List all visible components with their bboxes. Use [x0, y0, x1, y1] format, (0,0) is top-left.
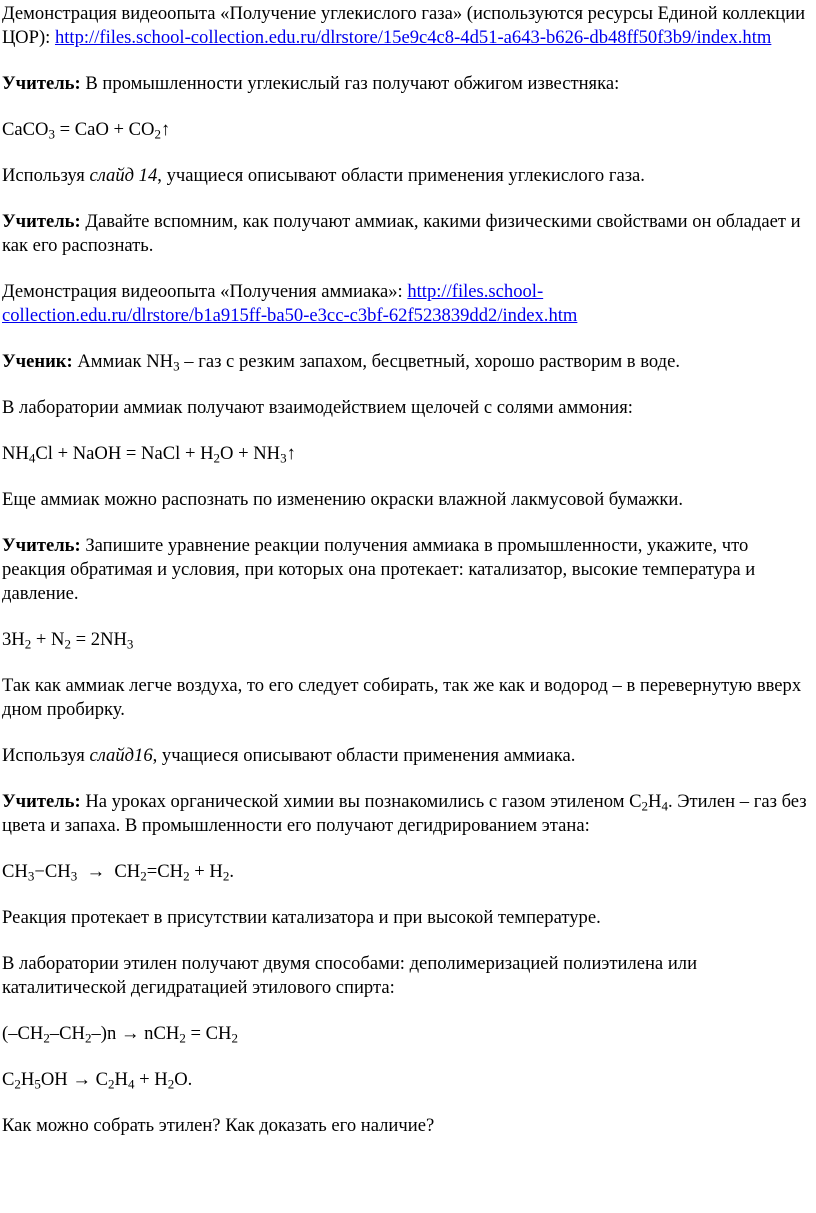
text-run: , учащиеся описывают области применения аммиака. [152, 745, 576, 766]
subscript: 2 [183, 868, 190, 884]
equation-caco3 [2, 118, 808, 142]
subscript: 4 [127, 1076, 135, 1092]
text-run: Демонстрация видеоопыта «Получение углекислого газа» (используются ресурсы Единой коллекции ЦОР): [2, 3, 806, 48]
text-run: CaCO [2, 119, 49, 140]
paragraph-student-ammonia [2, 350, 808, 374]
text-run: CH [2, 861, 28, 882]
text-run: . Этилен – газ без цвета и запаха. В промышленности его получают дегидрированием этана: [2, 791, 807, 836]
text-run: Используя [2, 745, 90, 766]
text-run: = 2NH [70, 629, 127, 650]
text-run: −CH [34, 861, 71, 882]
subscript: 3 [173, 358, 180, 374]
text-run: + N [31, 629, 65, 650]
text-run: ↑ [161, 119, 171, 140]
subscript: 4 [661, 798, 668, 814]
paragraph-reaction-conditions [2, 906, 808, 930]
text-run: + H [189, 861, 223, 882]
text-run: Аммиак NH [72, 351, 174, 372]
paragraph-teacher-ethylene [2, 790, 808, 838]
text-run: = CaO + CO [55, 119, 155, 140]
subscript: 3 [70, 868, 78, 884]
text-run: O. [174, 1069, 193, 1090]
text-run: Cl + NaOH = NaCl + H [35, 443, 214, 464]
subscript: 2 [24, 636, 32, 652]
text-run: . [229, 861, 234, 882]
text-run: 3H [2, 629, 25, 650]
subscript: 2 [108, 1076, 115, 1092]
text-run: = CH [185, 1023, 232, 1044]
subscript: 2 [213, 450, 221, 466]
paragraph-teacher-industry [2, 534, 808, 606]
text-run: Используя [2, 165, 90, 186]
paragraph-demo-co2 [2, 2, 808, 50]
subscript: 2 [179, 1030, 186, 1046]
subscript: 2 [140, 868, 147, 884]
subscript: 4 [28, 450, 36, 466]
text-run: ↑ [286, 443, 296, 464]
text-run: Демонстрация видеоопыта «Получения аммиака»: [2, 281, 408, 302]
speaker-label: Учитель: [2, 791, 81, 812]
text-run: C [2, 1069, 15, 1090]
text-run: , учащиеся описывают области применения углекислого газа. [157, 165, 645, 186]
text-run: В лаборатории аммиак получают взаимодействием щелочей с солями аммония: [2, 397, 633, 418]
text-run: – газ с резким запахом, бесцветный, хорошо растворим в воде. [179, 351, 680, 372]
subscript: 3 [48, 126, 55, 142]
subscript: 2 [43, 1030, 50, 1046]
text-run: → CH [77, 861, 141, 882]
text-run: В лаборатории этилен получают двумя способами: деполимеризацией полиэтилена или каталитической дегидратацией этилового спирта: [2, 953, 698, 998]
slide-reference: слайд16 [89, 745, 153, 766]
paragraph-lab-ethylene [2, 952, 808, 1000]
subscript: 3 [126, 636, 134, 652]
text-run: Реакция протекает в присутствии катализатора и при высокой температуре. [2, 907, 601, 928]
subscript: 2 [231, 1030, 238, 1046]
text-run: (–CH [2, 1023, 44, 1044]
subscript: 2 [222, 868, 230, 884]
paragraph-questions [2, 1114, 808, 1138]
subscript: 2 [154, 126, 161, 142]
link-ammonia-video[interactable]: http://files.school-collection.edu.ru/dlrstore/b1a915ff-ba50-e3cc-c3bf-62f523839dd2/index.htm [2, 281, 578, 326]
subscript: 3 [27, 868, 35, 884]
text-run: Запишите уравнение реакции получения аммиака в промышленности, укажите, что реакция обратимая и условия, при которых она протекает: катализатор, высокие температура и давление. [2, 535, 756, 604]
text-run: В промышленности углекислый газ получают обжигом известняка: [80, 73, 620, 94]
text-run: OH → C [40, 1069, 109, 1090]
equation-nh3-synthesis [2, 628, 808, 652]
paragraph-teacher-co2 [2, 72, 808, 96]
equation-nh4cl [2, 442, 808, 466]
paragraph-collect-ammonia [2, 674, 808, 722]
text-run: H [20, 1069, 35, 1090]
subscript: 2 [167, 1076, 175, 1092]
text-run: Давайте вспомним, как получают аммиак, какими физическими свойствами он обладает и как его распознать. [2, 211, 801, 256]
text-run: Еще аммиак можно распознать по изменению окраски влажной лакмусовой бумажки. [2, 489, 683, 510]
subscript: 2 [84, 1030, 92, 1046]
equation-depolymerization [2, 1022, 808, 1046]
equation-dehydration [2, 1068, 808, 1092]
paragraph-slide-14 [2, 164, 808, 188]
text-run: NH [2, 443, 29, 464]
subscript: 3 [280, 450, 287, 466]
speaker-label: Учитель: [2, 535, 81, 556]
paragraph-lab-ammonia [2, 396, 808, 420]
speaker-label: Учитель: [2, 211, 81, 232]
subscript: 2 [64, 636, 71, 652]
text-run: Так как аммиак легче воздуха, то его следует собирать, так же как и водород – в перевернутую вверх дном пробирку. [2, 675, 802, 720]
text-run: –CH [49, 1023, 85, 1044]
text-run: На уроках органической химии вы познакомились с газом этиленом C [80, 791, 642, 812]
text-run: –)n → nCH [91, 1023, 180, 1044]
text-run: H [114, 1069, 128, 1090]
text-run: Как можно собрать этилен? Как доказать его наличие? [2, 1115, 435, 1136]
paragraph-slide-16 [2, 744, 808, 768]
paragraph-teacher-ammonia [2, 210, 808, 258]
paragraph-demo-ammonia [2, 280, 808, 328]
subscript: 2 [14, 1076, 21, 1092]
link-co2-video[interactable]: http://files.school-collection.edu.ru/dlrstore/15e9c4c8-4d51-a643-b626-db48ff50f3b9/index.htm [54, 27, 772, 48]
slide-reference: слайд 14 [89, 165, 158, 186]
text-run: O + NH [220, 443, 281, 464]
text-run: + H [134, 1069, 168, 1090]
speaker-label: Ученик: [2, 351, 73, 372]
text-run: =CH [146, 861, 184, 882]
speaker-label: Учитель: [2, 73, 81, 94]
text-run: H [648, 791, 662, 812]
subscript: 5 [34, 1076, 41, 1092]
equation-ethane-dehydrogenation [2, 860, 808, 884]
paragraph-litmus [2, 488, 808, 512]
subscript: 2 [641, 798, 649, 814]
